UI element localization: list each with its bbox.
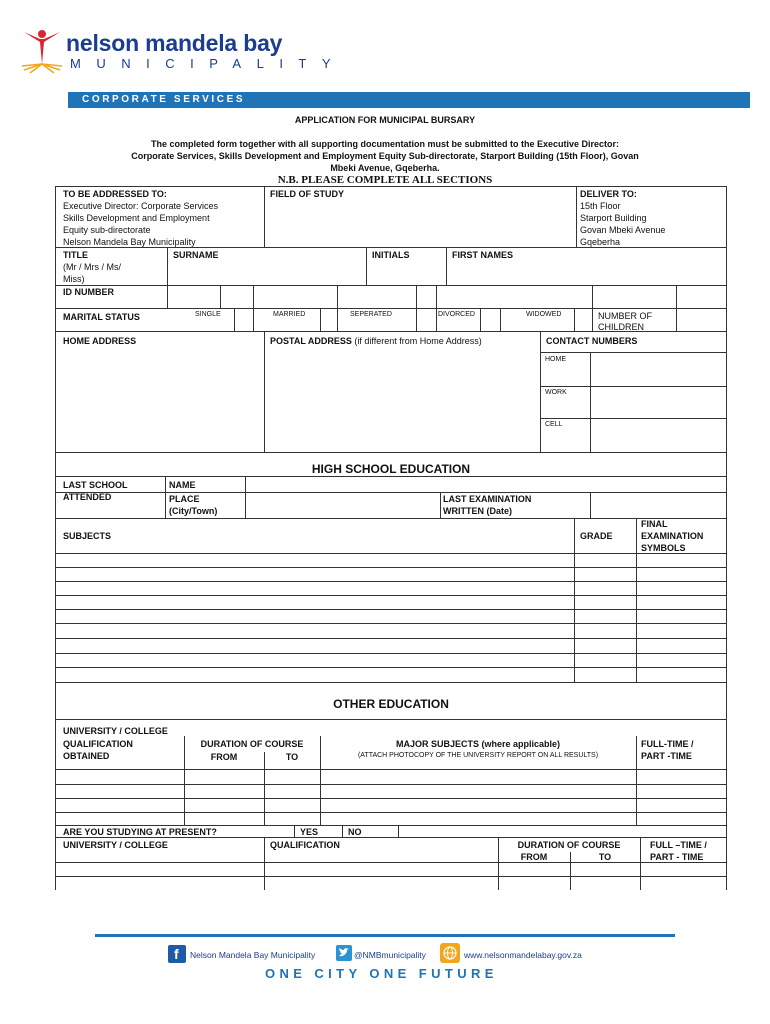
intro-line-1: The completed form together with all supporting documentation must be submitted to the Executive Director:	[150, 139, 620, 149]
current-part-time-header: PART - TIME	[650, 852, 704, 862]
current-to-header: TO	[598, 852, 612, 862]
to-header: TO	[285, 752, 299, 762]
no-checkbox[interactable]	[370, 826, 397, 837]
yes-checkbox[interactable]	[321, 826, 341, 837]
no-label: NO	[348, 827, 362, 837]
last-school-label: LAST SCHOOL	[63, 480, 128, 490]
postal-address-label	[270, 335, 482, 347]
school-name-label: NAME	[169, 480, 196, 490]
logo-figure-icon	[18, 26, 66, 74]
field-of-study-input[interactable]	[265, 200, 575, 246]
final-symbols-header-2: EXAMINATION	[641, 531, 704, 541]
current-university-label: UNIVERSITY / COLLEGE	[63, 840, 168, 850]
twitter-icon	[336, 945, 352, 961]
banner-text: CORPORATE SERVICES	[82, 94, 246, 105]
postal-address-bold: POSTAL ADDRESS	[270, 336, 352, 346]
qualification-obtained-label-2: OBTAINED	[63, 751, 110, 761]
first-names-input[interactable]	[447, 262, 725, 284]
org-subtitle: MUNICIPALITY	[70, 56, 347, 71]
current-full-time-header: FULL –TIME /	[650, 840, 707, 850]
university-college-label: UNIVERSITY / COLLEGE	[63, 726, 168, 736]
address-line: Equity sub-directorate	[63, 225, 151, 235]
full-time-header: FULL-TIME /	[641, 739, 694, 749]
title-options: Miss)	[63, 274, 85, 284]
contact-home-label: HOME	[545, 356, 566, 363]
corporate-services-banner	[68, 92, 750, 108]
facebook-handle[interactable]: Nelson Mandela Bay Municipality	[190, 950, 316, 960]
place-label: PLACE	[169, 494, 200, 504]
last-exam-date-input[interactable]	[591, 493, 725, 517]
title-label: TITLE	[63, 250, 88, 260]
yes-label: YES	[300, 827, 319, 837]
children-count-input[interactable]	[677, 309, 725, 330]
to-be-addressed-heading: TO BE ADDRESSED TO:	[63, 189, 167, 199]
children-label-2: CHILDREN	[598, 322, 645, 332]
other-education-heading: OTHER EDUCATION	[333, 697, 449, 711]
deliver-line: 15th Floor	[580, 201, 621, 211]
final-symbols-header-3: SYMBOLS	[641, 543, 686, 553]
widowed-checkbox[interactable]	[575, 309, 591, 330]
marital-option-separated: SEPERATED	[350, 311, 392, 318]
first-names-label: FIRST NAMES	[452, 250, 514, 260]
marital-option-widowed: WIDOWED	[526, 311, 562, 318]
marital-option-married: MARRIED	[273, 311, 306, 318]
children-label: NUMBER OF	[598, 311, 652, 321]
address-line: Executive Director: Corporate Services	[63, 201, 219, 211]
facebook-icon: f	[168, 945, 186, 963]
contact-work-label: WORK	[545, 389, 567, 396]
contact-numbers-label: CONTACT NUMBERS	[546, 336, 638, 346]
subjects-header: SUBJECTS	[63, 531, 112, 541]
last-exam-label-2: WRITTEN (Date)	[443, 506, 512, 516]
school-name-input[interactable]	[246, 477, 725, 491]
home-phone-input[interactable]	[591, 353, 725, 385]
form-title: APPLICATION FOR MUNICIPAL BURSARY	[294, 115, 476, 125]
surname-input[interactable]	[168, 262, 365, 284]
intro-line-2: Corporate Services, Skills Development and Employment Equity Sub-directorate, Starport Building (15th Floor), Govan	[131, 151, 639, 161]
separated-checkbox[interactable]	[417, 309, 435, 330]
last-school-label-2: ATTENDED	[63, 492, 112, 502]
current-qualification-label: QUALIFICATION	[270, 840, 340, 850]
major-subjects-header: MAJOR SUBJECTS (where applicable)	[395, 739, 561, 749]
last-exam-label: LAST EXAMINATION	[443, 494, 532, 504]
current-duration-header: DURATION OF COURSE	[517, 840, 621, 850]
single-checkbox[interactable]	[235, 309, 252, 330]
school-place-input[interactable]	[246, 493, 439, 517]
cell-phone-input[interactable]	[591, 419, 725, 451]
intro-line-3: Mbeki Avenue, Gqeberha.	[330, 163, 440, 173]
postal-address-note: (if different from Home Address)	[354, 336, 482, 346]
studying-at-present-label: ARE YOU STUDYING AT PRESENT?	[63, 827, 217, 837]
attach-photocopy-note: (ATTACH PHOTOCOPY OF THE UNIVERSITY REPORT ON ALL RESULTS)	[357, 752, 599, 759]
work-phone-input[interactable]	[591, 387, 725, 417]
duration-of-course-header: DURATION OF COURSE	[200, 739, 304, 749]
surname-label: SURNAME	[173, 250, 219, 260]
marital-option-divorced: DIVORCED	[438, 311, 475, 318]
postal-address-input[interactable]	[265, 348, 539, 451]
website-link[interactable]: www.nelsonmandelabay.gov.za	[464, 950, 582, 960]
org-name: nelson mandela bay	[66, 30, 283, 56]
from-header: FROM	[210, 752, 238, 762]
home-address-input[interactable]	[56, 348, 263, 451]
initials-label: INITIALS	[372, 250, 410, 260]
part-time-header: PART -TIME	[641, 751, 692, 761]
title-options: (Mr / Mrs / Ms/	[63, 262, 121, 272]
deliver-to-heading: DELIVER TO:	[580, 189, 637, 199]
home-address-label: HOME ADDRESS	[63, 336, 137, 346]
deliver-line: Gqeberha	[580, 237, 621, 247]
grade-header: GRADE	[580, 531, 613, 541]
address-line: Nelson Mandela Bay Municipality	[63, 237, 196, 247]
field-of-study-label: FIELD OF STUDY	[270, 189, 344, 199]
place-label-2: (City/Town)	[169, 506, 218, 516]
married-checkbox[interactable]	[321, 309, 336, 330]
twitter-handle[interactable]: @NMBmunicipality	[354, 950, 426, 960]
qualification-obtained-label: QUALIFICATION	[63, 739, 133, 749]
marital-option-single: SINGLE	[195, 311, 221, 318]
footer-divider	[95, 934, 675, 937]
id-number-input[interactable]	[168, 286, 725, 307]
id-number-label: ID NUMBER	[63, 287, 114, 297]
high-school-heading: HIGH SCHOOL EDUCATION	[311, 462, 471, 476]
globe-icon	[440, 943, 460, 963]
current-from-header: FROM	[520, 852, 548, 862]
municipality-logo	[18, 26, 66, 74]
slogan: ONE CITY ONE FUTURE	[265, 966, 498, 981]
final-symbols-header: FINAL	[641, 519, 668, 529]
marital-status-label: MARITAL STATUS	[63, 312, 140, 322]
nb-complete-all: N.B. PLEASE COMPLETE ALL SECTIONS	[277, 174, 493, 186]
deliver-line: Starport Building	[580, 213, 647, 223]
deliver-line: Govan Mbeki Avenue	[580, 225, 666, 235]
initials-input[interactable]	[367, 262, 445, 284]
contact-cell-label: CELL	[545, 421, 563, 428]
divorced-checkbox[interactable]	[481, 309, 499, 330]
address-line: Skills Development and Employment	[63, 213, 210, 223]
